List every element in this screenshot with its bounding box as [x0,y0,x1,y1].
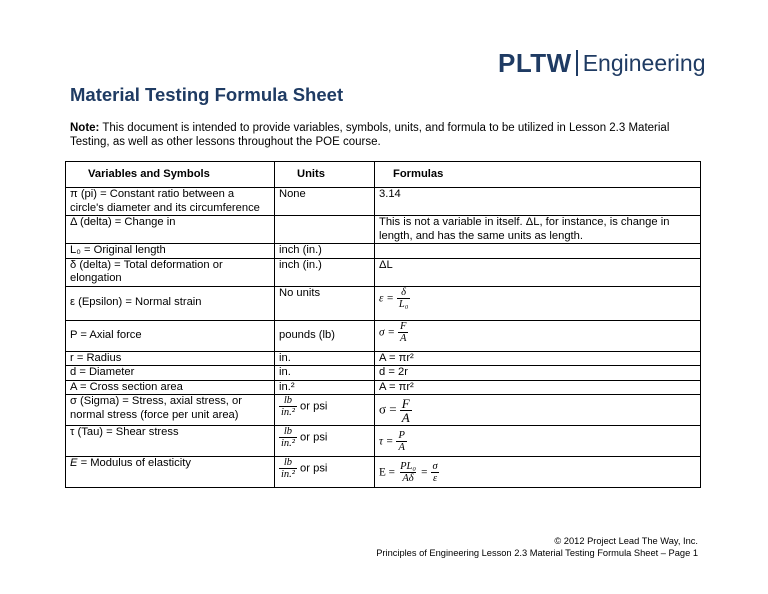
strain-numerator: δ [401,286,407,298]
page-title: Material Testing Formula Sheet [70,84,344,105]
strain-formula-fraction [397,287,411,310]
units-fraction [279,426,297,449]
modulus-formula-lhs: E = [379,465,395,478]
units-cell: in. [275,351,375,366]
note-paragraph [70,121,710,149]
formula-cell [375,395,701,426]
modulus-numerator-1: PL₀ [400,460,416,472]
units-cell: inch (in.) [275,244,375,259]
formula-cell: d = 2r [375,366,701,381]
table-header-row [66,162,701,188]
modulus-formula-fraction-1 [398,461,418,484]
units-suffix: or psi [296,431,328,444]
formula-table [65,161,701,488]
units-fraction [279,457,297,480]
units-numerator: lb [283,395,293,406]
units-cell: pounds (lb) [275,320,375,351]
variable-cell: P = Axial force [66,320,275,351]
formula-cell [375,320,701,351]
stress-denominator: A [399,332,407,344]
header-variables: Variables and Symbols [66,162,275,188]
formula-cell [375,286,701,320]
tau-formula-lhs: τ = [379,434,394,447]
units-cell: inch (in.) [275,258,375,286]
logo-pltw-text: PLTW [498,47,572,78]
units-numerator: lb [283,457,293,468]
formula-cell: A = πr² [375,351,701,366]
units-cell: in. [275,366,375,381]
units-fraction [279,395,297,418]
units-denominator: in.² [281,407,295,418]
units-numerator: lb [283,426,293,437]
stress-formula-lhs: σ = [379,325,395,338]
units-cell [275,457,375,488]
units-suffix: or psi [296,462,328,475]
units-cell [275,216,375,244]
sigma-denominator: A [401,409,410,425]
table-row [66,216,701,244]
units-cell: No units [275,286,375,320]
variable-cell: τ (Tau) = Shear stress [66,426,275,457]
pltw-engineering-logo [498,48,705,78]
variable-cell: L₀ = Original length [66,244,275,259]
formula-cell: 3.14 [375,188,701,216]
table-row [66,380,701,395]
units-cell [275,395,375,426]
formula-cell: A = πr² [375,380,701,395]
units-denominator: in.² [281,438,295,449]
variable-cell: Δ (delta) = Change in [66,216,275,244]
copyright-text: © 2012 Project Lead The Way, Inc. [554,536,698,546]
variable-cell: δ (delta) = Total deformation or elongation [66,258,275,286]
units-cell [275,426,375,457]
header-units: Units [275,162,375,188]
table-row [66,395,701,426]
table-row [66,320,701,351]
page-info-text: Principles of Engineering Lesson 2.3 Material Testing Formula Sheet – Page 1 [376,548,698,558]
sigma-formula-lhs: σ = [379,400,397,416]
table-row [66,244,701,259]
variable-cell: A = Cross section area [66,380,275,395]
table-row [66,351,701,366]
stress-formula-fraction [398,321,408,344]
sigma-numerator: F [401,395,410,411]
table-row [66,426,701,457]
logo-divider [576,50,578,76]
tau-formula-fraction [396,430,406,453]
variable-cell: d = Diameter [66,366,275,381]
units-cell: in.² [275,380,375,395]
formula-cell: ΔL [375,258,701,286]
modulus-symbol: E [70,457,78,469]
logo-engineering-text: Engineering [582,49,706,76]
variable-cell: ε (Epsilon) = Normal strain [66,286,275,320]
tau-denominator: A [398,441,405,453]
tau-numerator: P [398,429,405,441]
table-row [66,457,701,488]
variable-cell [66,457,275,488]
modulus-formula-equals: = [421,465,428,478]
modulus-denominator-1: Aδ [402,472,414,484]
modulus-denominator-2: ε [433,472,438,484]
table-row [66,286,701,320]
formula-cell [375,426,701,457]
formula-cell: This is not a variable in itself. ΔL, for instance, is change in length, and has the same units as length. [375,216,701,244]
table-row [66,366,701,381]
units-cell: None [275,188,375,216]
formula-cell [375,457,701,488]
variable-cell: r = Radius [66,351,275,366]
note-label: Note: [70,122,100,134]
note-text: This document is intended to provide variables, symbols, units, and formula to be utilized in Lesson 2.3 Material Testing, as well as other lessons throughout the POE course. [70,122,670,148]
formula-cell [375,244,701,259]
header-formulas: Formulas [375,162,701,188]
strain-formula-lhs: ε = [379,291,394,304]
table-row [66,258,701,286]
stress-numerator: F [399,320,407,332]
units-suffix: or psi [296,400,328,413]
variable-cell: π (pi) = Constant ratio between a circle's diameter and its circumference [66,188,275,216]
page-footer [376,535,698,559]
modulus-label: = Modulus of elasticity [77,457,191,469]
sigma-formula-fraction [400,397,412,424]
modulus-numerator-2: σ [432,460,438,472]
units-denominator: in.² [281,469,295,480]
modulus-formula-fraction-2 [431,461,440,484]
variable-cell: σ (Sigma) = Stress, axial stress, or normal stress (force per unit area) [66,395,275,426]
strain-denominator: L₀ [398,298,409,310]
table-row [66,188,701,216]
